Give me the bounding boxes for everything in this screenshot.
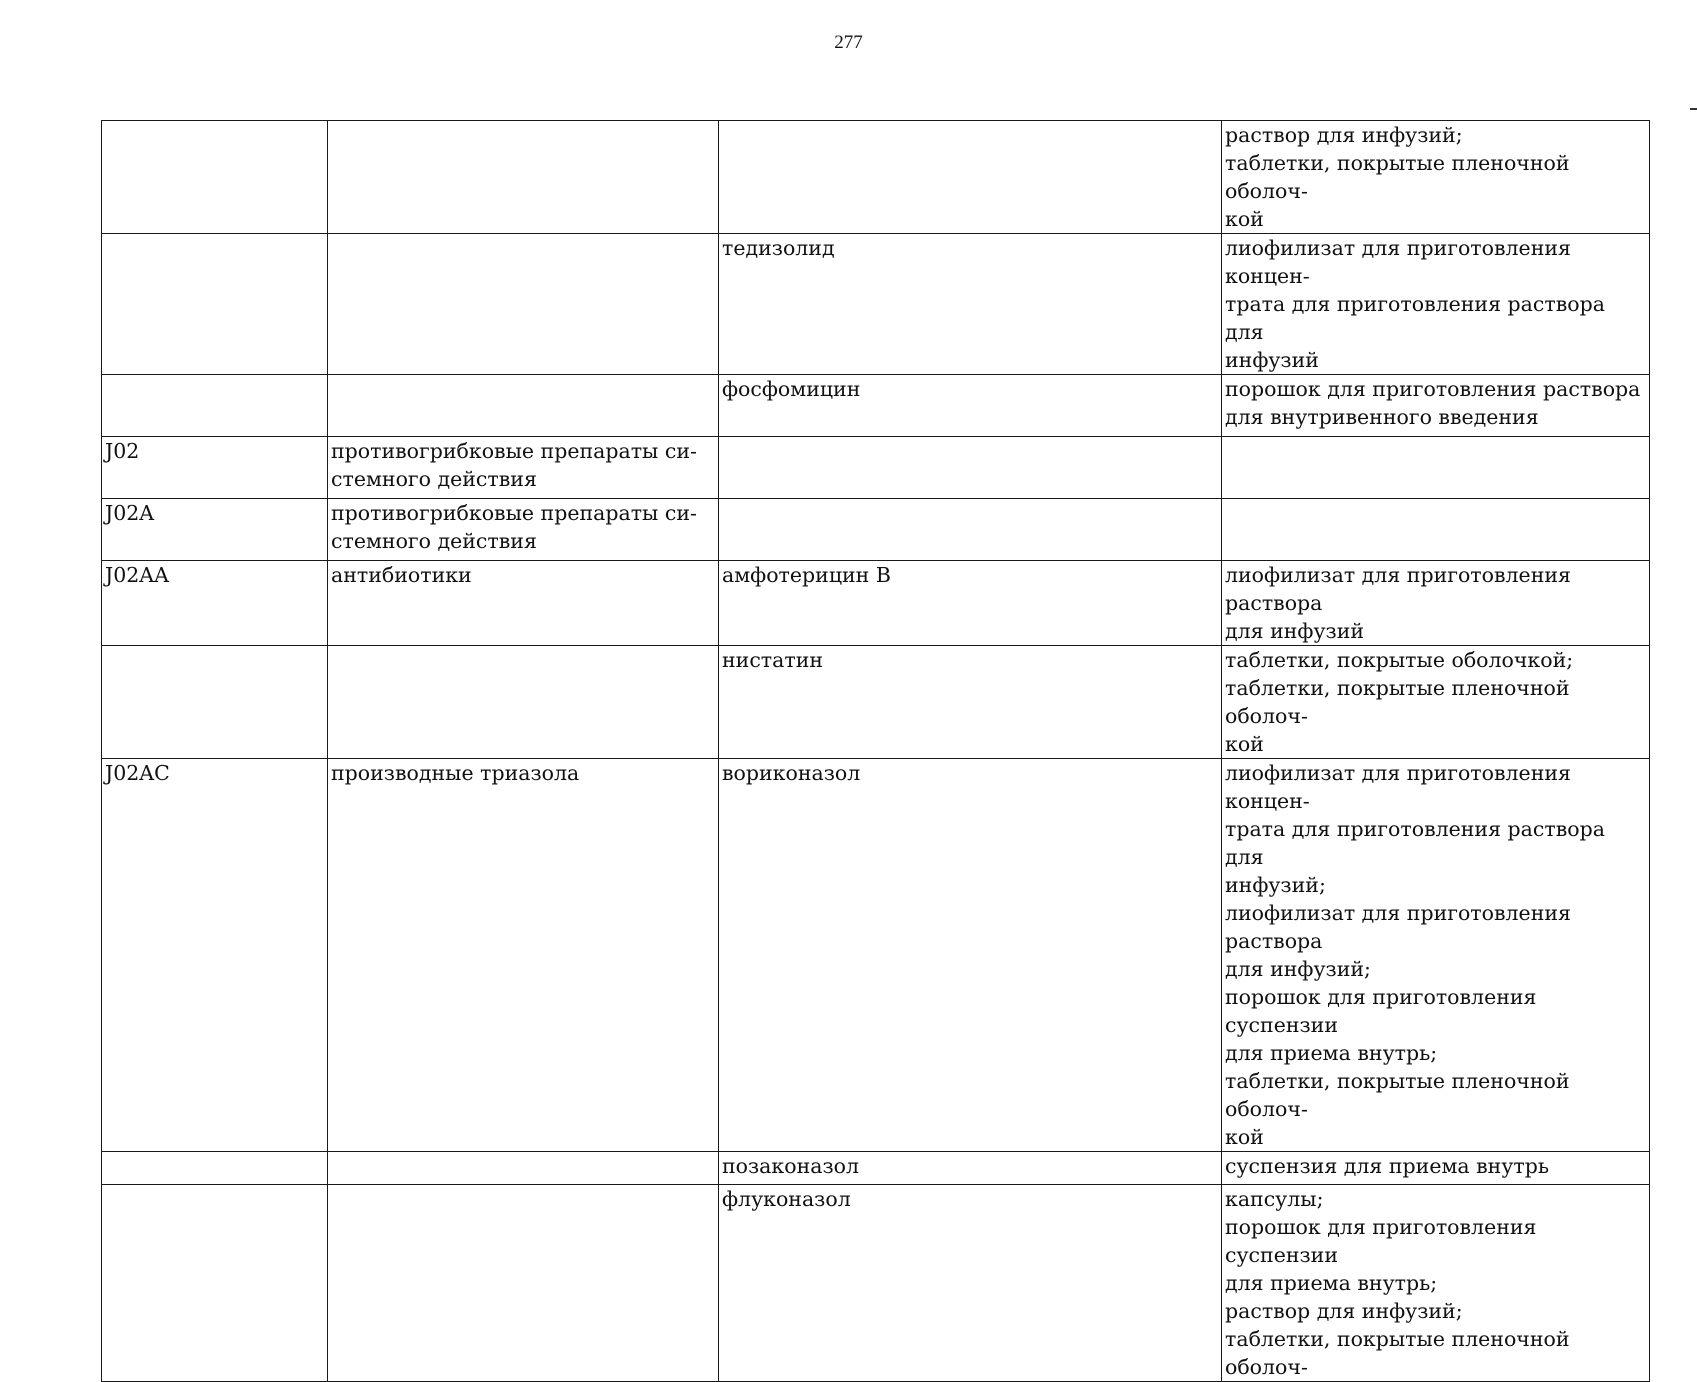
- table-row: [102, 234, 1650, 375]
- table-row: [102, 646, 1650, 759]
- atc-code-cell: J02AA: [102, 561, 328, 646]
- table-row: [102, 499, 1650, 561]
- atc-code-cell: J02: [102, 437, 328, 499]
- dosage-forms-cell: [1222, 499, 1650, 561]
- dosage-forms-cell: лиофилизат для приготовления раствора для инфузий: [1222, 561, 1650, 646]
- dosage-forms-cell: капсулы; порошок для приготовления суспензии для приема внутрь; раствор для инфузий; таблетки, покрытые пленочной оболоч-: [1222, 1185, 1650, 1382]
- atc-code-cell: [102, 1185, 328, 1382]
- drug-group-cell: [328, 234, 719, 375]
- drug-group-cell: [328, 375, 719, 437]
- drug-group-cell: антибиотики: [328, 561, 719, 646]
- atc-code-cell: J02A: [102, 499, 328, 561]
- dosage-forms-cell: лиофилизат для приготовления концен- трата для приготовления раствора для инфузий: [1222, 234, 1650, 375]
- scan-edge-mark: [1690, 108, 1697, 110]
- table-row: [102, 1185, 1650, 1382]
- drug-name-cell: [719, 437, 1222, 499]
- atc-code-cell: [102, 234, 328, 375]
- dosage-forms-cell: порошок для приготовления раствора для внутривенного введения: [1222, 375, 1650, 437]
- drug-group-cell: [328, 1152, 719, 1185]
- dosage-forms-cell: таблетки, покрытые оболочкой; таблетки, покрытые пленочной оболоч- кой: [1222, 646, 1650, 759]
- table-row: [102, 121, 1650, 234]
- drug-name-cell: амфотерицин В: [719, 561, 1222, 646]
- table-row: [102, 759, 1650, 1152]
- drug-name-cell: фосфомицин: [719, 375, 1222, 437]
- table-row: [102, 375, 1650, 437]
- drug-group-cell: [328, 121, 719, 234]
- drug-group-cell: противогрибковые препараты си- стемного действия: [328, 437, 719, 499]
- atc-code-cell: [102, 375, 328, 437]
- drug-group-cell: противогрибковые препараты си- стемного действия: [328, 499, 719, 561]
- atc-code-cell: J02AC: [102, 759, 328, 1152]
- drug-group-cell: [328, 646, 719, 759]
- drug-group-cell: [328, 1185, 719, 1382]
- dosage-forms-cell: [1222, 437, 1650, 499]
- dosage-forms-cell: раствор для инфузий; таблетки, покрытые пленочной оболоч- кой: [1222, 121, 1650, 234]
- atc-code-cell: [102, 646, 328, 759]
- drug-name-cell: флуконазол: [719, 1185, 1222, 1382]
- table-row: [102, 561, 1650, 646]
- drug-name-cell: [719, 499, 1222, 561]
- dosage-forms-cell: лиофилизат для приготовления концен- трата для приготовления раствора для инфузий; лиофилизат для приготовления раствора для инфузий; порошок для приготовления суспензии для приема внутрь; таблетки, покрытые пленочной оболоч- кой: [1222, 759, 1650, 1152]
- drug-name-cell: [719, 121, 1222, 234]
- table-row: [102, 1152, 1650, 1185]
- dosage-forms-cell: суспензия для приема внутрь: [1222, 1152, 1650, 1185]
- drug-name-cell: позаконазол: [719, 1152, 1222, 1185]
- drug-group-cell: производные триазола: [328, 759, 719, 1152]
- drug-name-cell: нистатин: [719, 646, 1222, 759]
- atc-code-cell: [102, 121, 328, 234]
- atc-code-cell: [102, 1152, 328, 1185]
- table-row: [102, 437, 1650, 499]
- drug-name-cell: вориконазол: [719, 759, 1222, 1152]
- drug-name-cell: тедизолид: [719, 234, 1222, 375]
- medication-table: [101, 120, 1650, 1382]
- page-number: 277: [834, 32, 863, 53]
